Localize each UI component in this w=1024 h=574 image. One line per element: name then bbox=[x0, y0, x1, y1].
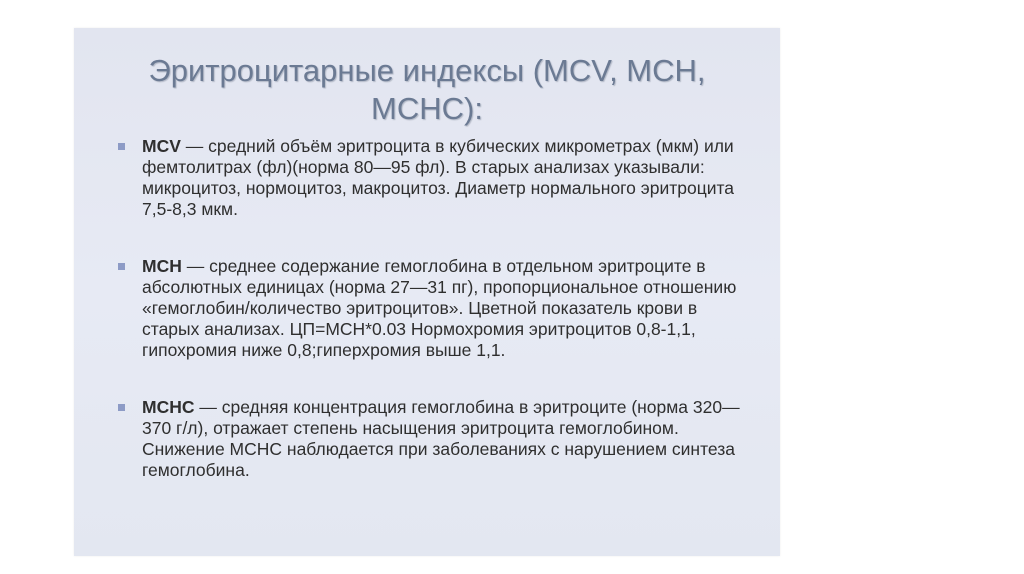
bullet-term: MCHC bbox=[142, 397, 195, 417]
slide bbox=[74, 28, 780, 556]
bullet-list bbox=[118, 136, 748, 517]
bullet-text: — средняя концентрация гемоглобина в эритроците (норма 320—370 г/л), отражает степень насыщения эритроцита гемоглобином. Снижение MCHC наблюдается при заболеваниях с нарушением синтеза гемоглобина. bbox=[142, 397, 740, 480]
bullet-item-mcv bbox=[118, 136, 748, 220]
square-bullet-icon bbox=[118, 404, 125, 411]
bullet-term: MCV bbox=[142, 136, 181, 156]
square-bullet-icon bbox=[118, 263, 125, 270]
bullet-item-mchc bbox=[118, 397, 748, 481]
slide-title: Эритроцитарные индексы (MCV, MCH, MCHC): bbox=[148, 53, 706, 126]
bullet-text: — средний объём эритроцита в кубических микрометрах (мкм) или фемтолитрах (фл)(норма 80—95 фл). В старых анализах указывали: микроцитоз, нормоцитоз, макроцитоз. Диаметр нормального эритроцита 7,5-8,3 мкм. bbox=[142, 136, 735, 219]
bullet-text: — среднее содержание гемоглобина в отдельном эритроците в абсолютных единицах (норма 27—31 пг), пропорциональное отношению «гемоглобин/количество эритроцитов». Цветной показатель крови в старых анализах. ЦП=MCH*0.03 Нормохромия эритроцитов 0,8-1,1, гипохромия ниже 0,8;гиперхромия выше 1,1. bbox=[142, 256, 737, 360]
bullet-item-mch bbox=[118, 256, 748, 361]
bullet-term: MCH bbox=[142, 256, 182, 276]
square-bullet-icon bbox=[118, 143, 125, 150]
